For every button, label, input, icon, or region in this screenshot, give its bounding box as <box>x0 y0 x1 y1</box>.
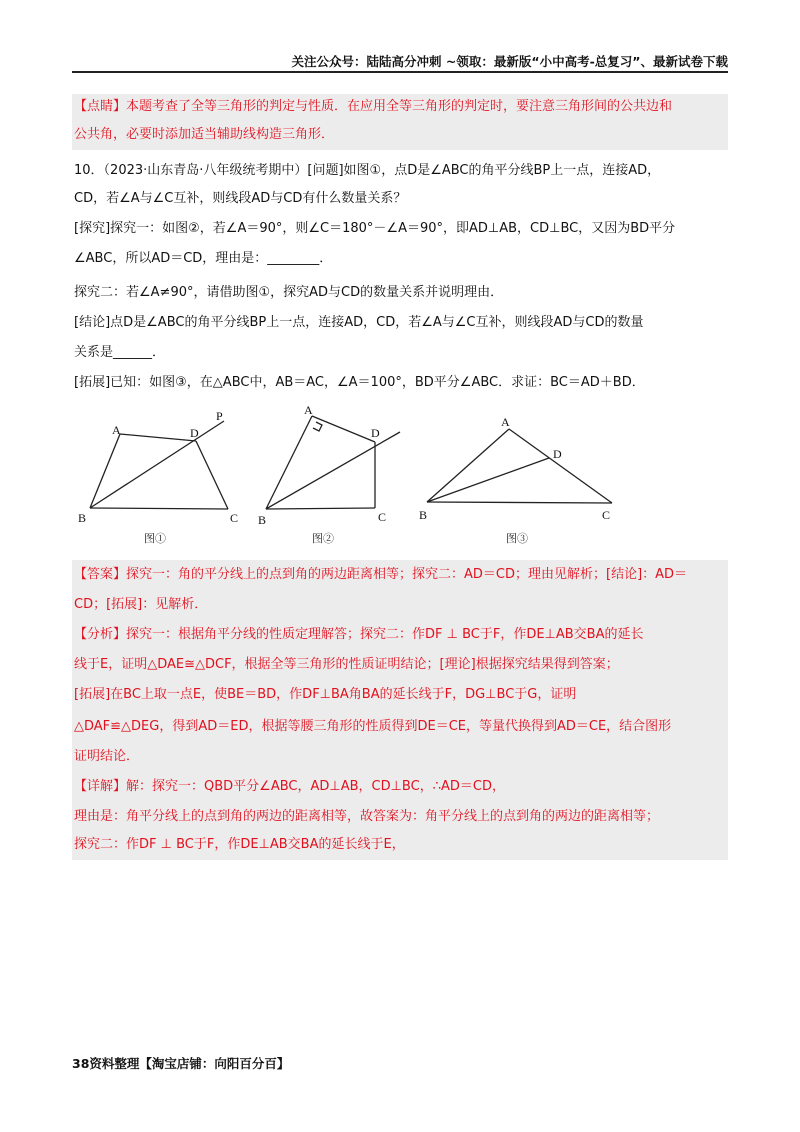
fig3-bisector-bd <box>427 458 549 502</box>
question-line: CD，若∠A与∠C互补，则线段AD与CD有什么数量关系？ <box>74 191 407 206</box>
fig3-label-c: C <box>602 508 611 522</box>
fig1-edge-dc <box>196 441 228 509</box>
fig2-bisector <box>266 432 400 509</box>
fig2-caption: 图② <box>312 533 334 545</box>
figure-1 <box>90 421 228 509</box>
fig2-label-c: C <box>378 510 387 524</box>
question-line: ∠ABC，所以AD＝CD，理由是：________． <box>74 251 333 266</box>
fig3-edge-ba <box>427 429 509 502</box>
question-line: [结论]点D是∠ABC的角平分线BP上一点，连接AD，CD，若∠A与∠C互补，则线段AD与CD的数量 <box>74 315 644 330</box>
analysis-line: 证明结论． <box>74 749 140 764</box>
answer-line: 【答案】探究一：角的平分线上的点到角的两边距离相等；探究二：AD＝CD；理由见解析；[结论]：AD＝ <box>74 567 688 582</box>
figures-svg <box>72 404 632 554</box>
fig2-label-d: D <box>371 426 380 440</box>
detail-line: 【详解】解：探究一：QBD平分∠ABC，AD⊥AB，CD⊥BC，∴AD＝CD， <box>74 779 505 794</box>
detail-line: 理由是：角平分线上的点到角的两边的距离相等，故答案为：角平分线上的点到角的两边的距离相等； <box>74 809 660 824</box>
fig1-edge-bc <box>90 508 228 509</box>
fig1-bisector-bp <box>90 421 224 508</box>
page-number: 38 <box>72 1056 90 1071</box>
fig3-caption: 图③ <box>506 533 528 545</box>
footer-text: 资料整理【淘宝店铺：向阳百分百】 <box>89 1056 290 1071</box>
fig2-edge-bc <box>266 508 375 509</box>
analysis-line: [拓展]在BC上取一点E，使BE＝BD，作DF⊥BA角BA的延长线于F，DG⊥BC于G，证明 <box>74 687 577 702</box>
analysis-line: △DAF≌△DEG，得到AD＝ED，根据等腰三角形的性质得到DE＝CE，等量代换得到AD＝CE，结合图形 <box>74 719 672 734</box>
question-line: 探究二：若∠A≠90°，请借助图①，探究AD与CD的数量关系并说明理由． <box>74 285 504 300</box>
page-footer <box>72 1054 289 1072</box>
fig1-label-a: A <box>112 423 121 437</box>
fig1-label-b: B <box>78 511 87 525</box>
header-rule <box>72 71 728 73</box>
fig3-edge-ac <box>509 429 612 503</box>
fig3-label-b: B <box>419 508 428 522</box>
page-header: 关注公众号：陆陆高分冲刺 ~领取：最新版“小中高考-总复习”、最新试卷下载 <box>291 54 728 69</box>
fig1-label-p: P <box>216 409 223 423</box>
fig1-label-c: C <box>230 511 239 525</box>
detail-line: 探究二：作DF ⊥ BC于F，作DE⊥AB交BA的延长线于E， <box>74 837 405 852</box>
question-line: 10．（2023·山东青岛·八年级统考期中）[问题]如图①，点D是∠ABC的角平分线BP上一点，连接AD， <box>74 163 661 178</box>
fig2-label-a: A <box>304 404 313 417</box>
dianjing-line: 【点睛】本题考查了全等三角形的判定与性质．在应用全等三角形的判定时，要注意三角形间的公共边和 <box>74 99 673 114</box>
fig1-edge-ad <box>120 434 196 441</box>
fig1-caption: 图① <box>144 533 166 545</box>
figures <box>72 404 632 554</box>
question-line: [拓展]已知：如图③，在△ABC中，AB＝AC，∠A＝100°，BD平分∠ABC．求证：BC＝AD＋BD． <box>74 375 645 390</box>
fig3-label-a: A <box>501 415 510 429</box>
fig1-label-d: D <box>190 426 199 440</box>
question-line: 关系是______． <box>74 345 166 360</box>
question-line: [探究]探究一：如图②，若∠A＝90°，则∠C＝180°－∠A＝90°，即AD⊥AB，CD⊥BC，又因为BD平分 <box>74 221 676 236</box>
fig3-label-d: D <box>553 447 562 461</box>
fig2-right-angle-mark <box>313 422 322 431</box>
figure-3 <box>427 429 612 503</box>
figure-2 <box>266 416 400 509</box>
analysis-line: 【分析】探究一：根据角平分线的性质定理解答；探究二：作DF ⊥ BC于F，作DE⊥AB交BA的延长 <box>74 627 644 642</box>
answer-line: CD；[拓展]：见解析． <box>74 597 208 612</box>
fig2-edge-ad <box>312 416 375 442</box>
fig2-label-b: B <box>258 513 267 527</box>
dianjing-line: 公共角，必要时添加适当辅助线构造三角形． <box>74 127 335 142</box>
analysis-line: 线于E，证明△DAE≅△DCF，根据全等三角形的性质证明结论；[理论]根据探究结果得到答案； <box>74 657 619 672</box>
fig3-edge-bc <box>427 502 612 503</box>
fig1-edge-ba <box>90 434 120 508</box>
